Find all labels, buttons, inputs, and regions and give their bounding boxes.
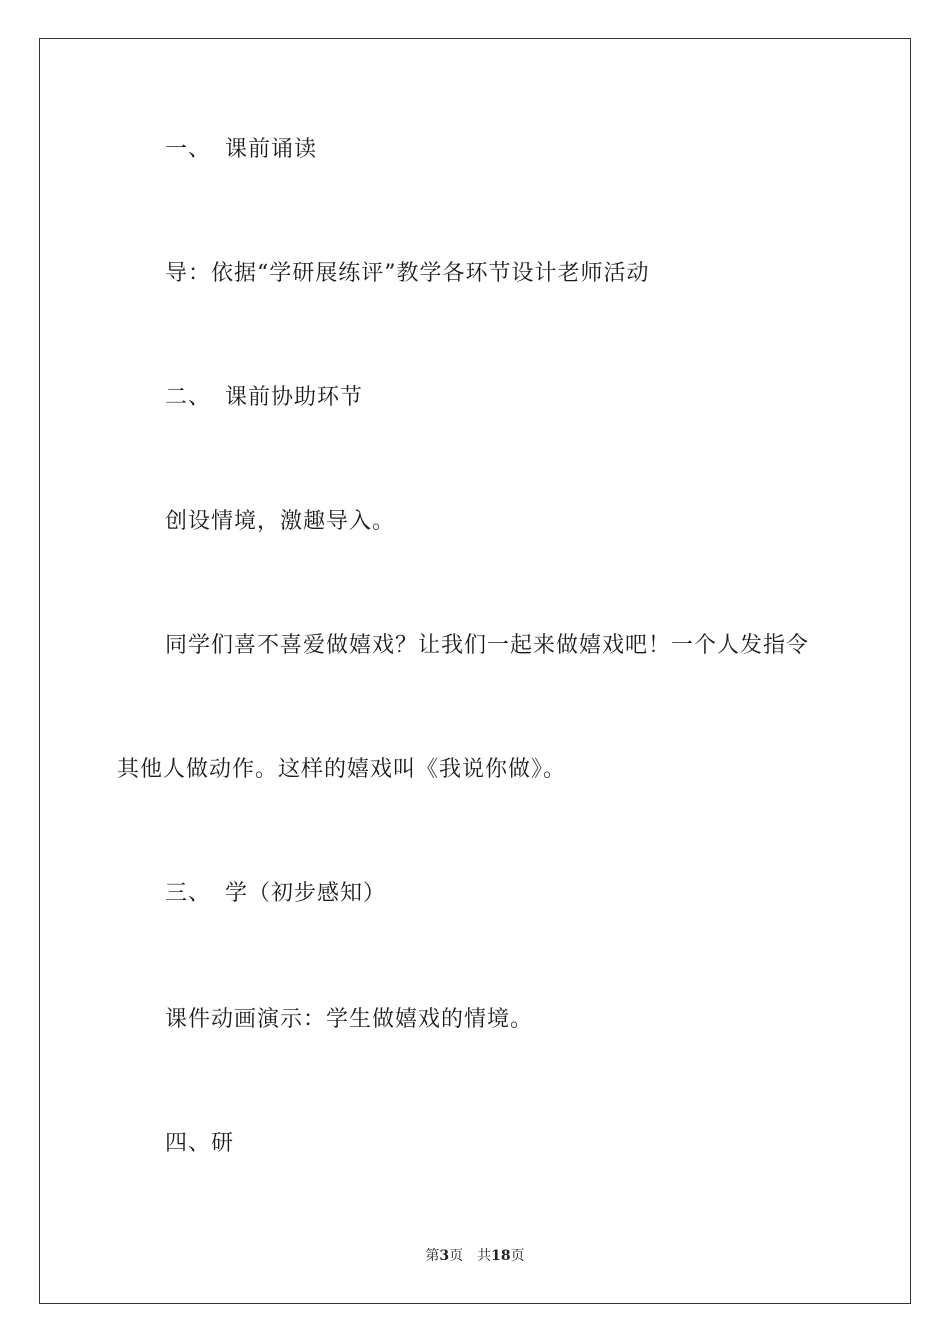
section-title: 课前协助环节 (225, 385, 364, 410)
total-suffix: 页 (510, 1248, 525, 1264)
page-border (39, 38, 911, 1304)
page-suffix: 页 (449, 1248, 464, 1264)
paragraph-guide: 导：依据“学研展练评”教学各环节设计老师活动 (165, 261, 650, 286)
section-heading-2 (165, 384, 363, 412)
total-prefix: 共 (477, 1248, 492, 1264)
paragraph-game-line-2: 其他人做动作。这样的嬉戏叫《我说你做》。 (117, 757, 567, 782)
paragraph-animation: 课件动画演示：学生做嬉戏的情境。 (165, 1007, 534, 1032)
section-title: 学（初步感知） (225, 881, 387, 906)
paragraph-intro: 创设情境，激趣导入。 (165, 509, 396, 534)
page-number: 3 (439, 1248, 450, 1264)
section-number: 四、 (165, 1131, 212, 1156)
section-heading-1 (165, 136, 317, 164)
section-title: 研 (211, 1131, 235, 1156)
page-prefix: 第 (425, 1248, 440, 1264)
section-number: 二、 (165, 385, 212, 410)
section-title: 课前诵读 (225, 137, 318, 162)
section-number: 一、 (165, 137, 212, 162)
section-heading-4 (165, 1130, 234, 1158)
page-footer (0, 1246, 950, 1266)
paragraph-game-line-1: 同学们喜不喜爱做嬉戏？让我们一起来做嬉戏吧！一个人发指令 (165, 633, 810, 658)
section-number: 三、 (165, 881, 212, 906)
total-pages: 18 (491, 1248, 511, 1264)
section-heading-3 (165, 880, 386, 908)
